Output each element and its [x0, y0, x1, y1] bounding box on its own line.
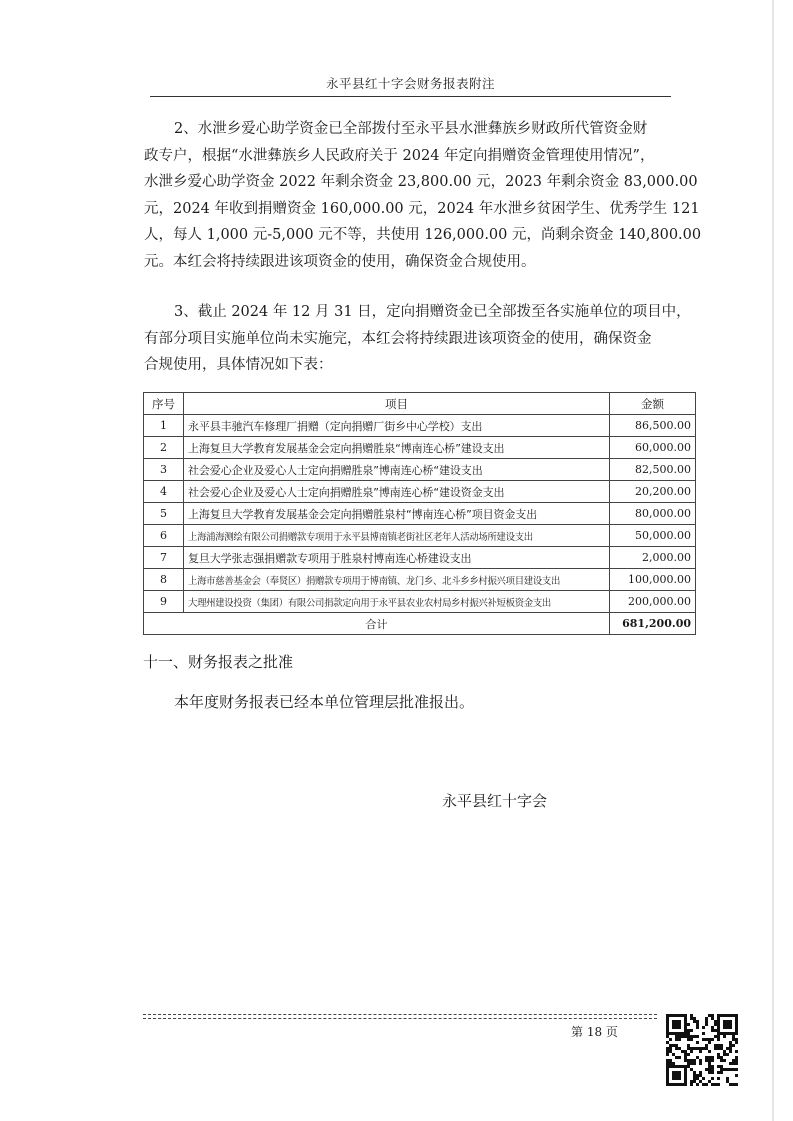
row-no: 3 [144, 459, 184, 481]
row-item: 大理州建设投资（集团）有限公司捐款定向用于永平县农业农村局乡村振兴补短板资金支出 [184, 591, 610, 613]
paragraph-line: 2、水泄乡爱心助学资金已全部拨付至永平县水泄彝族乡财政所代管资金财 [174, 121, 648, 137]
total-label: 合计 [144, 613, 610, 635]
row-no: 2 [144, 437, 184, 459]
table-row [144, 415, 696, 437]
table-row [144, 503, 696, 525]
paragraph-3 [144, 299, 691, 379]
row-item: 上海市慈善基金会（奉贤区）捐赠款专项用于博南镇、龙门乡、北斗乡乡村振兴项目建设支出 [184, 569, 610, 591]
paragraph-2 [144, 116, 702, 275]
table-total-row [144, 613, 696, 635]
table-row [144, 591, 696, 613]
qr-code-icon [666, 1014, 738, 1086]
row-no: 9 [144, 591, 184, 613]
signature: 永平县红十字会 [442, 792, 548, 810]
paragraph-line: 元。本红会将持续跟进该项资金的使用，确保资金合规使用。 [144, 253, 536, 270]
header-amount: 金额 [610, 393, 696, 415]
row-no: 4 [144, 481, 184, 503]
total-amount: 681,200.00 [610, 613, 696, 635]
approval-text: 本年度财务报表已经本单位管理层批准报出。 [174, 693, 475, 711]
table-row [144, 525, 696, 547]
row-amount: 20,200.00 [610, 481, 696, 503]
table-row [144, 437, 696, 459]
row-item: 复旦大学张志强捐赠款专项用于胜泉村博南连心桥建设支出 [184, 547, 610, 569]
row-amount: 86,500.00 [610, 415, 696, 437]
row-no: 1 [144, 415, 184, 437]
table-row [144, 547, 696, 569]
paragraph-line: 政专户，根据“水泄彝族乡人民政府关于 2024 年定向捐赠资金管理使用情况”， [144, 147, 655, 164]
section-title: 十一、财务报表之批准 [143, 653, 294, 671]
row-no: 7 [144, 547, 184, 569]
row-item: 上海复旦大学教育发展基金会定向捐赠胜泉村“博南连心桥”项目资金支出 [184, 503, 610, 525]
row-amount: 2,000.00 [610, 547, 696, 569]
table-row [144, 481, 696, 503]
row-no: 5 [144, 503, 184, 525]
row-item: 社会爱心企业及爱心人士定向捐赠胜泉”博南连心桥“建设资金支出 [184, 481, 610, 503]
paragraph-line: 水泄乡爱心助学资金 2022 年剩余资金 23,800.00 元，2023 年剩余资金 83,000.00 [144, 174, 698, 190]
paragraph-line: 3、截止 2024 年 12 月 31 日，定向捐赠资金已全部拨至各实施单位的项目中， [174, 304, 691, 320]
footer-rule [143, 1014, 657, 1019]
page-number: 第 18 页 [571, 1025, 618, 1039]
row-item: 永平县丰驰汽车修理厂捐赠（定向捐赠厂街乡中心学校）支出 [184, 415, 610, 437]
fund-table [143, 392, 696, 635]
row-item: 上海浦海测绘有限公司捐赠款专项用于永平县博南镇老街社区老年人活动场所建设支出 [184, 525, 610, 547]
header-no: 序号 [144, 393, 184, 415]
table-header-row [144, 393, 696, 415]
table-row [144, 459, 696, 481]
header-item: 项目 [184, 393, 610, 415]
row-amount: 50,000.00 [610, 525, 696, 547]
paragraph-line: 有部分项目实施单位尚未实施完，本红会将持续跟进该项资金的使用，确保资金 [144, 330, 652, 347]
row-amount: 80,000.00 [610, 503, 696, 525]
page-header-title: 永平县红十字会财务报表附注 [325, 76, 495, 91]
paragraph-line: 合规使用，具体情况如下表： [144, 357, 333, 373]
row-item: 社会爱心企业及爱心人士定向捐赠胜泉”博南连心桥“建设支出 [184, 459, 610, 481]
row-amount: 200,000.00 [610, 591, 696, 613]
row-amount: 82,500.00 [610, 459, 696, 481]
row-item: 上海复旦大学教育发展基金会定向捐赠胜泉“博南连心桥”建设支出 [184, 437, 610, 459]
header-rule [150, 96, 671, 97]
table-row [144, 569, 696, 591]
row-no: 6 [144, 525, 184, 547]
paragraph-line: 人，每人 1,000 元-5,000 元不等，共使用 126,000.00 元，尚剩余资金 140,800.00 [144, 227, 702, 243]
scan-edge [772, 0, 774, 1121]
row-amount: 100,000.00 [610, 569, 696, 591]
row-no: 8 [144, 569, 184, 591]
paragraph-line: 元，2024 年收到捐赠资金 160,000.00 元，2024 年水泄乡贫困学生、优秀学生 121 [144, 200, 700, 217]
row-amount: 60,000.00 [610, 437, 696, 459]
